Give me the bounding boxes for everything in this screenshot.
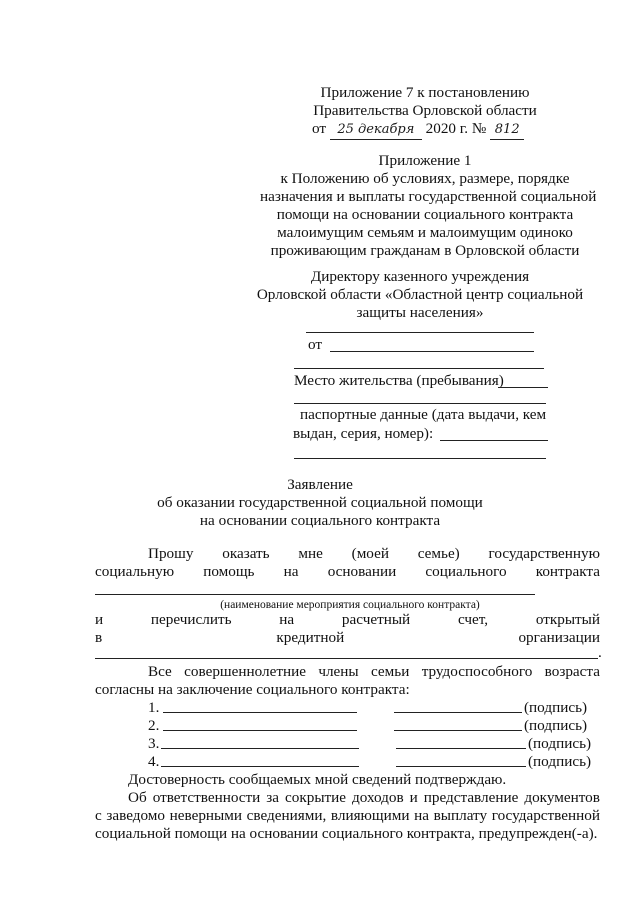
adults-row-1 bbox=[148, 663, 600, 681]
member-name-line[interactable] bbox=[161, 766, 359, 767]
header-line-2: Правительства Орловской области bbox=[313, 102, 537, 119]
word: представление bbox=[423, 789, 519, 806]
member-sign-line[interactable] bbox=[394, 712, 522, 713]
member-number: 1. bbox=[148, 699, 160, 716]
passport-label-1: паспортные данные (дата выдачи, кем bbox=[300, 406, 547, 423]
word: с bbox=[95, 807, 102, 824]
word: неверными bbox=[169, 807, 242, 824]
word: расчетный bbox=[341, 611, 411, 628]
word: заведомо bbox=[106, 807, 165, 824]
statement-subtitle-1: об оказании государственной социальной помощи bbox=[157, 494, 483, 511]
word: основании bbox=[327, 563, 397, 580]
word: трудоспособного bbox=[421, 663, 533, 680]
header-date-row bbox=[312, 120, 524, 140]
blank-line-residence[interactable] bbox=[498, 387, 548, 388]
statement-title: Заявление bbox=[287, 476, 353, 493]
word: на bbox=[283, 563, 299, 580]
confirm-text: Достоверность сообщаемых мной сведений подтверждаю. bbox=[128, 771, 507, 788]
word: социального bbox=[425, 563, 507, 580]
member-sign-label: (подпись) bbox=[528, 735, 592, 752]
word: контракта bbox=[535, 563, 600, 580]
word: государственную bbox=[488, 545, 600, 562]
word: семье) bbox=[417, 545, 460, 562]
measure-caption: (наименование мероприятия социального контракта) bbox=[220, 599, 480, 611]
word: счет, bbox=[457, 611, 489, 628]
addressee-from-label: от bbox=[308, 336, 323, 353]
appendix-line: малоимущим семьям и малоимущим одиноко bbox=[277, 224, 573, 241]
word: доходов bbox=[352, 789, 404, 806]
header-year-label: 2020 г. № bbox=[425, 120, 487, 137]
statement-subtitle-2: на основании социального контракта bbox=[199, 512, 441, 529]
body-row-1 bbox=[148, 545, 600, 563]
word: сокрытие bbox=[285, 789, 347, 806]
handwritten-date: 25 декабря bbox=[330, 121, 422, 140]
word: кредитной bbox=[276, 629, 345, 646]
member-number: 3. bbox=[148, 735, 160, 752]
body-row-4 bbox=[95, 629, 600, 647]
residence-label: Место жительства (пребывания) bbox=[294, 372, 504, 389]
word: влияющими bbox=[330, 807, 410, 824]
member-sign-label: (подпись) bbox=[524, 717, 588, 734]
word: Прошу bbox=[148, 545, 194, 562]
bank-line-period: . bbox=[598, 644, 602, 661]
body-row-2 bbox=[95, 563, 600, 581]
passport-label-2: выдан, серия, номер): bbox=[293, 425, 434, 442]
word: (моей bbox=[351, 545, 389, 562]
word: ответственности bbox=[152, 789, 261, 806]
resp-row-1 bbox=[128, 789, 600, 807]
word: помощь bbox=[203, 563, 255, 580]
body-row-3 bbox=[95, 611, 600, 629]
blank-line-bank[interactable] bbox=[95, 658, 598, 659]
member-sign-line[interactable] bbox=[394, 730, 522, 731]
word: открытый bbox=[535, 611, 600, 628]
appendix-line: помощи на основании социального контракта bbox=[276, 206, 574, 223]
word: сведениями, bbox=[246, 807, 327, 824]
word: перечислить bbox=[150, 611, 232, 628]
word: организации bbox=[518, 629, 600, 646]
addressee-line: защиты населения» bbox=[356, 304, 484, 321]
member-sign-line[interactable] bbox=[396, 766, 526, 767]
blank-line-name[interactable] bbox=[306, 332, 534, 333]
word: за bbox=[266, 789, 280, 806]
header-line-1: Приложение 7 к постановлению bbox=[320, 84, 530, 101]
word: на bbox=[279, 611, 295, 628]
word: оказать bbox=[222, 545, 270, 562]
appendix-line: проживающим гражданам в Орловской области bbox=[270, 242, 580, 259]
member-name-line[interactable] bbox=[163, 730, 357, 731]
word: совершеннолетние bbox=[184, 663, 306, 680]
blank-line-passport[interactable] bbox=[440, 440, 548, 441]
appendix-line: назначения и выплаты государственной социальной bbox=[260, 188, 597, 205]
word: на bbox=[414, 807, 429, 824]
resp-row-2 bbox=[95, 807, 600, 825]
addressee-line: Директору казенного учреждения bbox=[310, 268, 530, 285]
word: Все bbox=[148, 663, 172, 680]
blank-line-residence-2[interactable] bbox=[294, 403, 546, 404]
word: семьи bbox=[370, 663, 410, 680]
adults-row-2: согласны на заключение социального контракта: bbox=[95, 681, 410, 698]
member-name-line[interactable] bbox=[161, 748, 359, 749]
addressee-line: Орловской области «Областной центр социальной bbox=[256, 286, 584, 303]
word: социальную bbox=[95, 563, 175, 580]
appendix-title: Приложение 1 bbox=[378, 152, 472, 169]
word: документов bbox=[524, 789, 600, 806]
word: выплату bbox=[433, 807, 488, 824]
word: члены bbox=[318, 663, 359, 680]
resp-row-3: социальной помощи на основании социального контракта, предупрежден(-а). bbox=[95, 825, 598, 842]
word: мне bbox=[298, 545, 323, 562]
member-sign-line[interactable] bbox=[396, 748, 526, 749]
word: возраста bbox=[544, 663, 600, 680]
member-number: 4. bbox=[148, 753, 160, 770]
member-sign-label: (подпись) bbox=[528, 753, 592, 770]
blank-line-measure[interactable] bbox=[95, 594, 535, 595]
word: Об bbox=[128, 789, 147, 806]
word: государственной bbox=[491, 807, 600, 824]
blank-line-passport-2[interactable] bbox=[294, 458, 546, 459]
appendix-line: к Положению об условиях, размере, порядке bbox=[280, 170, 570, 187]
word: в bbox=[95, 629, 103, 646]
member-number: 2. bbox=[148, 717, 160, 734]
blank-line-address[interactable] bbox=[294, 368, 544, 369]
blank-line-from[interactable] bbox=[330, 351, 534, 352]
member-name-line[interactable] bbox=[163, 712, 357, 713]
header-from-label: от bbox=[312, 120, 327, 137]
word: и bbox=[409, 789, 418, 806]
word: и bbox=[95, 611, 104, 628]
handwritten-number: 812 bbox=[490, 121, 524, 140]
member-sign-label: (подпись) bbox=[524, 699, 588, 716]
